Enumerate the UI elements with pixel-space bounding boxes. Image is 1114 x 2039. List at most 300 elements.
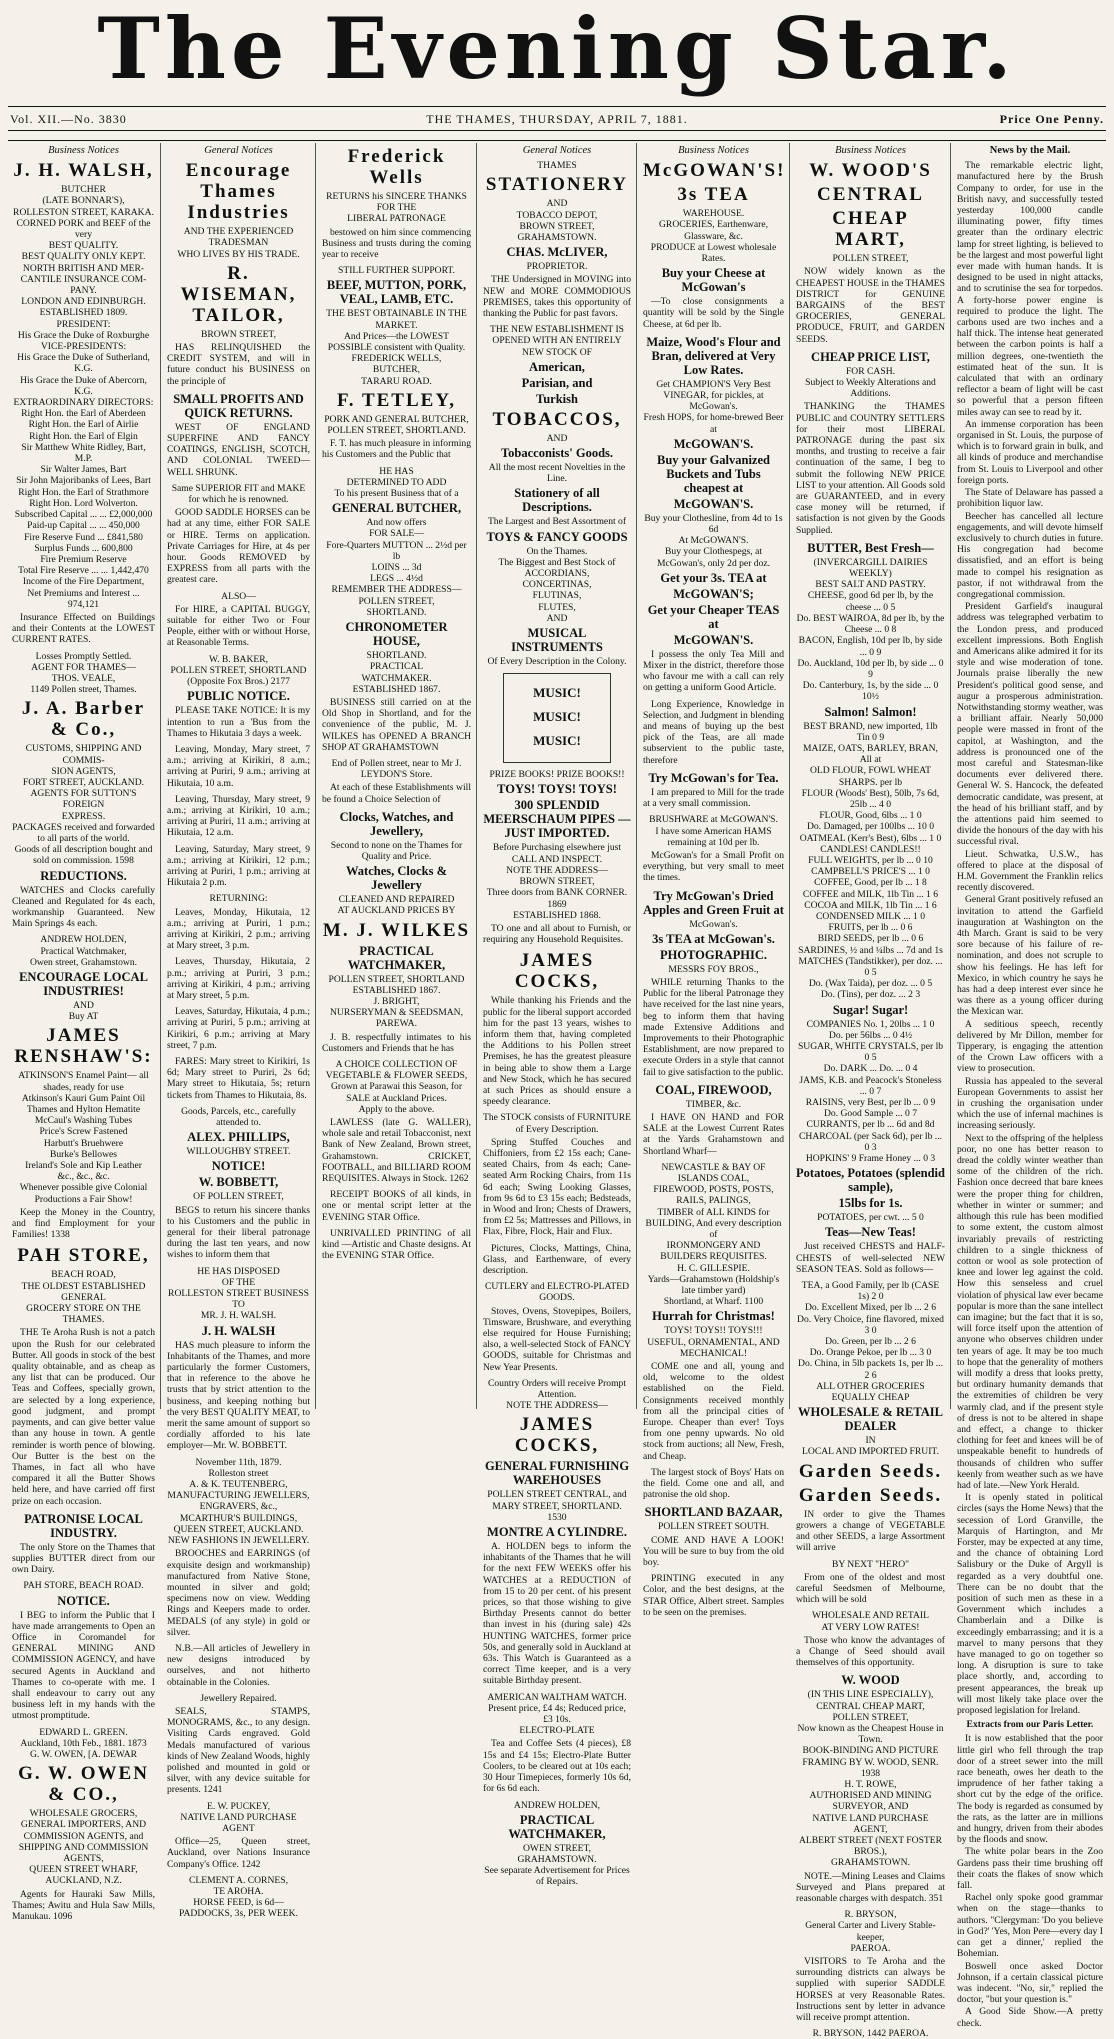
ad-line: CHARCOAL (per Sack 6d), per lb ... 0 3: [799, 1130, 942, 1153]
ad-line: EXPRESS.: [61, 810, 106, 822]
ad-line: ANDREW HOLDEN,: [40, 934, 127, 946]
ad-line: Fore-Quarters MUTTON ... 2½d per lb: [326, 539, 467, 562]
ad-line: McGOWAN'S;: [673, 586, 754, 601]
ad-line: W. WOOD: [841, 1673, 900, 1688]
ad-line: NATIVE LAND PURCHASE AGENT: [180, 1811, 297, 1834]
ad-line: AGENTS FOR SUTTON'S FOREIGN: [30, 788, 137, 811]
ad-line: R. BRYSON, 1442 PAEROA.: [812, 2028, 929, 2039]
news-paragraph: Boswell once asked Doctor Johnson, if a certain classical picture was indecent. "No, sir," replied the doctor, "but your question is.": [957, 1960, 1103, 2006]
ad-line: BROOCHES and EARRINGS (of exquisite design and workmanship) manufactured from Native Stone, mounted in silver and gold; specimens now on view. Wedding Rings and Keepers made to order. MEDALS (of any style) in gold or silver.: [167, 1548, 310, 1638]
ad-line: From one of the oldest and most careful Seedsmen of Melbourne, which will be sold: [796, 1571, 945, 1606]
ad-line: Do. Good Sample ... 0 7: [823, 1108, 917, 1120]
ad-line: WAREHOUSE.: [682, 208, 745, 220]
ad-line: ACCORDIANS,: [524, 568, 590, 580]
ad-line: MECHANICAL!: [679, 1347, 748, 1359]
dateline: [10, 110, 1104, 128]
ad-line: Do. Canterbury, 1s, by the side ... 0 10½: [802, 680, 939, 703]
ad-line: HE HAS: [379, 465, 414, 477]
ad-line: COME one and all, young and old, welcome to the oldest established on the Field. Consignments received monthly from all the principal cities of Europe. Cheaper than ever! Toys from one penny upwards. No old stock from auctions; all New, Fresh, and Cheap.: [643, 1361, 784, 1462]
ad-line: BEST QUALITY.: [48, 240, 119, 252]
ad-line: WEST OF ENGLAND SUPERFINE AND FANCY COATINGS, ENGLISH, SCOTCH, AND COLONIAL TWEED—WELL SHRUNK.: [167, 421, 310, 478]
ad-line: Goods, Parcels, etc., carefully attended to.: [181, 1105, 296, 1128]
ad-line: ALEX. PHILLIPS,: [187, 1130, 290, 1145]
ad-line: FLOUR, Good, 6lbs ... 1 0: [819, 810, 922, 822]
ad-line: Net Premiums and Interest ... 974,121: [27, 587, 140, 610]
ad-line: Long Experience, Knowledge in Selection, and Judgment in blending and means of buying up the best pick of the Teas, are all made subservient to the public taste, therefore: [643, 698, 784, 766]
ad-line: Jewellery Repaired.: [200, 1692, 277, 1704]
ad-line: Insurance Effected on Buildings and their Contents at the LOWEST CURRENT RATES.: [12, 611, 155, 646]
ad-line: I have some American HAMS remaining at 10d per lb.: [655, 825, 772, 848]
ad-line: NATIVE LAND PURCHASE AGENT,: [812, 1812, 929, 1835]
ad-line: FOR CASH.: [845, 365, 896, 377]
ad-line: SHORTLAND.: [366, 606, 427, 618]
ad-line: PROPRIETOR.: [526, 261, 588, 273]
ad-line: Grown at Parawai this Season, for SALE at Auckland Prices.: [330, 1081, 463, 1104]
ad-line: 15lbs for 1s.: [838, 1196, 903, 1211]
ad-line: ALL OTHER GROCERIES EQUALLY CHEAP: [816, 1380, 925, 1404]
ad-line: Potatoes, Potatoes (splendid sample),: [796, 1166, 945, 1195]
ad-line: (IN THIS LINE ESPECIALLY),: [807, 1689, 934, 1701]
ad-line: BEST BRAND, new imported, 1lb Tin 0 9: [803, 720, 938, 743]
ad-line: WHILE returning Thanks to the Public for the liberal Patronage they have received for the last nine years, beg to inform them that having made Extensive Additions and Improvements to their Photographic Establishment, are now prepared to execute Orders in a style that cannot fail to give satisfaction to the public.: [643, 976, 784, 1078]
ad-line: Try McGowan's for Tea.: [648, 770, 779, 785]
ad-line: BOOK-BINDING AND PICTURE FRAMING BY W. WOOD, SENR. 1938: [802, 1745, 939, 1779]
ad-line: BIRD SEEDS, per lb ... 0 6: [817, 933, 924, 945]
ad-line: On the Thames.: [526, 545, 588, 557]
ad-line: Clocks, Watches, and Jewellery,: [339, 809, 454, 838]
column-heading: Business Notices: [678, 145, 749, 156]
ad-line: COFFEE and MILK, 1lb Tin ... 1 6: [802, 888, 939, 900]
ad-line: Apply to the above.: [358, 1103, 435, 1115]
news-paragraph: Extracts from our Paris Letter.: [966, 1719, 1094, 1731]
ad-line: CUSTOMS, SHIPPING AND COMMIS-: [25, 743, 142, 766]
news-paragraph: President Garfield's inaugural address was telegraphed verbatim to the London press, and produced excellent impressions. Both English and Americans alike admired it for its style and wise moderation of tone. Journals praise liberally the new President's political good sense, and augur a prosperous administration. Notwithstanding stormy weather, was a brilliant affair. Nearly 50,000 people were massed in front of the capitol, at Washington, and the address is pronounced one of the most careful and Statesman-like documents ever delivered there. General W. S. Hancock, the defeated democratic candidate, was present, at the head of his brilliant staff, and by the attentions paid him seemed to divide the honours of the day with his successful rival.: [957, 601, 1103, 848]
ad-line: ALBERT STREET (NEXT FOSTER BROS.),: [798, 1834, 943, 1858]
ad-line: PAH STORE,: [17, 1245, 150, 1267]
ad-line: BACON, English, 10d per lb, by side ... 0 9: [798, 635, 943, 658]
ad-line: AGENT FOR THAMES—: [31, 661, 136, 673]
ad-line: STATIONERY: [485, 174, 629, 196]
ad-line: Do. per 56lbs ... 0 4½: [828, 1029, 913, 1041]
ad-line: NURSERYMAN & SEEDSMAN,: [329, 1007, 463, 1019]
ad-line: A CHOICE COLLECTION OF: [335, 1058, 458, 1070]
column-heading: Business Notices: [835, 145, 906, 156]
dateline-rule: [8, 130, 1106, 131]
ad-line: J. A. Barber & Co.,: [21, 698, 146, 741]
ad-line: COMMISSION AGENTS, and SHIPPING AND COMMISSION AGENTS,: [18, 1830, 149, 1864]
news-paragraph: Lieut. Schwatka, U.S.W., has offered to place at the disposal of H.M. Government the Franklin relics recently discovered.: [957, 848, 1103, 894]
ad-line: Leaves, Saturday, Hikutaia, 4 p.m.; arriving at Puriri, 5 p.m.; arriving at Kirikiri, 6 p.m.; arriving at Mary street, 7 p.m.: [167, 1006, 310, 1051]
ad-line: FLUTINAS,: [532, 590, 582, 602]
place-date: THE THAMES, THURSDAY, APRIL 7, 1881.: [426, 112, 688, 126]
ad-line: VICE-PRESIDENTS:: [40, 341, 127, 353]
ad-line: The Biggest and Best Stock of: [498, 556, 616, 568]
ad-line: CHRONOMETER HOUSE,: [345, 620, 448, 649]
ad-line: TOYS & FANCY GOODS: [486, 529, 628, 544]
ad-line: POLLEN STREET, SHORTLAND: [328, 973, 465, 985]
ad-line: TO one and all about to Furnish, or requiring any Household Requisites.: [483, 922, 631, 946]
ad-line: CHAS. McLIVER,: [506, 245, 608, 260]
ad-line: CENTRAL: [817, 184, 924, 206]
ad-line: THAMES: [537, 160, 577, 172]
column-6: [790, 143, 951, 2039]
ad-line: (LATE BONNAR'S),: [42, 195, 125, 207]
ad-line: Fire Reserve Fund ... £841,580: [24, 531, 143, 543]
ad-line: McGOWAN'S.: [673, 436, 754, 451]
ad-line: RETURNS his SINCERE THANKS FOR THE: [326, 191, 467, 214]
ad-line: Present price, £4 4s; Reduced price, £3 10s.: [488, 1702, 626, 1726]
ad-line: Do. DARK ... Do. ... 0 4: [823, 1063, 918, 1075]
news-paragraph: The white polar bears in the Zoo Gardens pass their time brushing off their coats the flakes of snow which fall.: [957, 1846, 1103, 1892]
ad-line: IRONMONGERY AND BUILDERS REQUISITES.: [660, 1240, 767, 1263]
ad-line: Practical Watchmaker,: [40, 945, 127, 957]
ad-line: The only Store on the Thames that supplies BUTTER direct from our own Dairy.: [12, 1541, 155, 1576]
news-paragraph: Rachel only spoke good grammar when on the stage—thanks to authors. "Clergyman: 'Do you believe in God?' 'Yes, Mon Pere—every day I can get a dinner,' replied the Bohemian.: [957, 1892, 1103, 1960]
ad-line: Paid-up Capital ... ... 450,000: [27, 520, 140, 532]
ad-line: PRESIDENT:: [56, 318, 111, 330]
ad-line: EDWARD L. GREEN.: [39, 1726, 128, 1738]
ad-line: Do. Very Choice, fine flavored, mixed 3 0: [797, 1313, 944, 1336]
ad-line: I HAVE ON HAND and FOR SALE at the Lowest Current Rates at the Yards Grahamstown and Shortland Wharf—: [643, 1111, 784, 1157]
ad-line: PRACTICAL WATCHMAKER,: [508, 1812, 606, 1841]
ad-line: Sir Matthew White Ridley, Bart, M.P.: [21, 441, 146, 465]
ad-line: Teas—New Teas!: [825, 1225, 916, 1240]
news-paragraph: A Good Side Show.—A pretty check.: [957, 2006, 1103, 2029]
column-3: [316, 143, 477, 1409]
ad-line: Frederick Wells: [347, 146, 446, 188]
ad-line: AUCKLAND, N.Z.: [45, 1875, 122, 1887]
ad-line: NOTE THE ADDRESS—: [506, 864, 608, 876]
ad-line: OATMEAL (Kerr's Best), 6lbs ... 1 0: [799, 832, 942, 844]
ad-line: PRINTING executed in any Color, and the best designs, at the STAR Office, Albert street. Samples to be seen on the premises.: [643, 1573, 784, 1618]
ad-line: BEST SALT AND PASTRY.: [815, 579, 926, 591]
ad-line: PAH STORE, BEACH ROAD.: [23, 1580, 144, 1592]
ad-line: To his present Business that of a: [334, 488, 459, 500]
ad-line: Sir Walter James, Bart: [40, 464, 127, 476]
ad-line: RECEIPT BOOKS of all kinds, in one or mental script letter at the EVENING STAR Office.: [322, 1189, 471, 1223]
ad-line: FLOUR (Woods' Best), 50lb, 7s 6d, 25lb ... 4 0: [801, 787, 940, 810]
ad-line: SEALS, STAMPS, MONOGRAMS, &c., to any design. Visiting Cards engraved. Gold Medals manufactured of various kinds of New Zealand Woods, highly polished and mounted in gold or silver, with any device suitable for presents. 1241: [167, 1705, 310, 1796]
ad-line: PHOTOGRAPHIC.: [659, 947, 768, 962]
ad-line: Garden Seeds.: [798, 1460, 943, 1482]
column-divider: [636, 143, 637, 1409]
ad-line: UNRIVALLED PRINTING of all kind —Artistic and Chaste designs. At the EVENING STAR Office.: [322, 1227, 471, 1262]
ad-line: All the most recent Novelties in the Line.: [488, 462, 626, 485]
ad-line: TOBACCOS,: [492, 408, 622, 430]
ad-line: MR. J. H. WALSH.: [200, 1310, 277, 1322]
ad-line: And Prices—the LOWEST POSSIBLE consistent with Quality.: [327, 330, 466, 354]
ad-line: AND: [546, 432, 568, 444]
ad-line: CENTRAL CHEAP MART,: [816, 1700, 925, 1712]
ad-line: TO: [232, 1299, 245, 1311]
ad-line: Those who know the advantages of a Change of Seed should avail themselves of this opportunity.: [796, 1634, 945, 1669]
ad-line: Auckland, 10th Feb., 1881. 1873: [20, 1737, 147, 1749]
ad-line: Country Orders will receive Prompt Attention.: [487, 1377, 626, 1401]
ad-line: BROWN STREET,: [519, 876, 595, 888]
ad-line: Leaving, Thursday, Mary street, 9 a.m.; arriving at Kirikiri, 10 a.m.; arriving at Puriri, 11 a.m.; arriving at Hikutaia, 12 a.m.: [167, 793, 310, 839]
ad-line: SUGAR, WHITE CRYSTALS, per lb 0 5: [797, 1041, 944, 1064]
ad-line: GROCERY STORE ON THE THAMES.: [26, 1303, 141, 1326]
ad-line: Same SUPERIOR FIT and MAKE for which he is renowned.: [171, 482, 306, 506]
ad-line: Shortland, at Wharf. 1100: [663, 1296, 764, 1308]
ad-line: SARDINES, ½ and ¼lbs ... 7d and 1s: [798, 944, 943, 956]
ad-line: Sir John Majoribanks of Lees, Bart: [16, 475, 151, 487]
ad-line: ATKINSON'S Enamel Paint— all shades, ready for use: [18, 1070, 149, 1093]
ad-line: MAIZE, OATS, BARLEY, BRAN, All at: [803, 742, 938, 766]
ad-line: USEFUL, ORNAMENTAL, AND: [647, 1336, 780, 1348]
ad-line: AUTHORISED AND MINING SURVEYOR, AND: [809, 1790, 932, 1813]
ad-line: Get CHAMPION'S Very Best VINEGAR, for pickles, at McGowan's.: [656, 378, 771, 413]
ad-line: CAMPBELL'S PRICE'S ... 1 0: [811, 866, 930, 878]
ad-line: See separate Advertisement for Prices of Repairs.: [484, 1865, 630, 1888]
ad-line: Stationery of all Descriptions.: [514, 486, 600, 515]
ad-line: Sugar! Sugar!: [832, 1002, 909, 1017]
ad-line: CONCERTINAS,: [522, 579, 592, 591]
ad-line: NEW FASHIONS IN JEWELLERY.: [167, 1535, 310, 1547]
news-paragraph: Beecher has cancelled all lecture engagements, and will devote himself exclusively to church duties in future. His congregation had become dissatisfied, and an effort is being made to compel his resignation as pastor, if not withdrawal from the congregational commission.: [957, 510, 1103, 600]
ad-line: A. HOLDEN begs to inform the inhabitants of the Thames that he will for the next FEW WEEKS offer his WATCHES at a REDUCTION of from 15 to 20 per cent. of his present prices, so that those wishing to give Birthday Presents cannot do better than invest in his (during sale) 42s HUNTING WATCHES, former price 50s, and generally sold in Auckland at 63s. This Watch is Guaranteed as a correct Time keeper, and is a very suitable Birthday present.: [483, 1541, 631, 1687]
ad-line: NOTE THE ADDRESS—: [506, 1400, 608, 1412]
ad-line: FREDERICK WELLS,: [351, 353, 442, 365]
ad-line: ROLLESTON STREET, KARAKA.: [13, 206, 154, 218]
ad-line: BUTTER, Best Fresh—: [807, 540, 934, 555]
ad-line: NOW widely known as the CHEAPEST HOUSE in the THAMES DISTRICT for GENUINE BARGAINS of the BEST GROCERIES, GENERAL PRODUCE, FRUIT, and GARDEN SEEDS.: [796, 266, 945, 345]
ad-line: Get your Cheaper TEAS at: [647, 602, 780, 631]
ad-line: Leaving, Monday, Mary street, 7 a.m.; arriving at Kirikiri, 8 a.m.; arriving at Puriri, 9 a.m.; arriving at Hikutaia, 10 a.m.: [167, 743, 310, 789]
ad-line: NOTE.—Mining Leases and Claims Surveyed and Plans prepared at reasonable charges with despatch. 351: [796, 1870, 945, 1904]
ad-line: F. T. has much pleasure in informing his Customers and the Public that: [322, 438, 471, 461]
ad-line: NEWCASTLE & BAY OF ISLANDS COAL,: [661, 1161, 766, 1184]
ad-line: PLEASE TAKE NOTICE: It is my intention to run a 'Bus from the Thames to Hikutaia 3 days a week.: [167, 705, 310, 739]
ad-line: LAWLESS (late G. WALLER), whole sale and retail Tobacconist, next Bank of New Zealand, Brown street, Grahamstown. CRICKET, FOOTBALL, and BILLIARD ROOM REQUISITES. Always in Stock. 1262: [322, 1116, 471, 1184]
ad-line: American,: [529, 359, 585, 374]
ad-line: CURRANTS, per lb ... 6d and 8d: [806, 1119, 935, 1131]
ad-line: Buy AT: [68, 1011, 99, 1023]
ad-line: Parisian, and: [521, 375, 593, 390]
column-heading: General Notices: [522, 145, 592, 156]
ad-line: H. C. GILLESPIE.: [677, 1262, 750, 1274]
ad-line: BROWN STREET, GRAHAMSTOWN.: [517, 220, 597, 244]
ad-line: Income of the Fire Department,: [22, 576, 145, 588]
music-banner: [503, 673, 611, 763]
ad-line: November 11th, 1879.: [195, 1456, 282, 1468]
ad-line: PANY.: [70, 285, 97, 297]
ad-line: CHEAP MART,: [832, 208, 909, 251]
ad-line: I possess the only Tea Mill and Mixer in the district, therefore those who favour me with a call can rely on getting a uniform Good Article.: [643, 648, 784, 694]
ad-line: BUTCHER,: [372, 364, 421, 376]
ad-line: E. W. PUCKEY,: [207, 1800, 270, 1812]
ad-line: Right Hon. Lord Wolverton.: [29, 497, 138, 509]
ad-line: Goods of all description bought and sold on commission. 1598: [14, 844, 153, 867]
ad-line: Total Fire Reserve ... ... 1,442,470: [18, 565, 149, 577]
ad-line: MESSRS FOY BROS.,: [668, 963, 759, 975]
ad-line: The Largest and Best Assortment of: [487, 516, 627, 528]
ad-line: His Grace the Duke of Sutherland, K.G.: [17, 352, 150, 375]
ad-line: McCaul's Washing Tubes: [34, 1115, 133, 1127]
ad-line: BEST QUALITY ONLY KEPT.: [21, 251, 146, 263]
column-4: [477, 143, 637, 1888]
ad-line: CANDLES! CANDLES!!: [820, 843, 921, 855]
ad-line: Try McGowan's Dried Apples and Green Fruit at: [643, 888, 784, 917]
top-rule: [8, 106, 1106, 107]
ad-line: CLEMENT A. CORNES,: [189, 1874, 288, 1886]
ad-line: CANTILE INSURANCE COM-: [20, 273, 147, 285]
ad-line: ENCOURAGE LOCAL INDUSTRIES!: [19, 970, 148, 998]
column-divider: [160, 143, 161, 1409]
ad-line: BEACH ROAD,: [51, 1269, 116, 1281]
ad-line: EXTRAORDINARY DIRECTORS:: [13, 397, 154, 409]
ad-line: Second to none on the Thames for Quality and Price.: [330, 839, 463, 862]
ad-line: (INVERCARGILL DAIRIES WEEKLY): [813, 556, 928, 580]
ad-line: J. BRIGHT,: [373, 995, 420, 1007]
ad-line: WATCHES and Clocks carefully Cleaned and Regulated for 4s each, workmanship Guaranteed. New Main Springs 4s each.: [12, 884, 155, 930]
ad-line: FRUITS, per lb ... 0 6: [828, 922, 913, 934]
ad-line: W. B. BAKER,: [208, 653, 269, 665]
ad-line: FARES: Mary street to Kirikiri, 1s 6d; Mary street to Puriri, 2s 6d; Mary street to Hikutaia, 5s; return tickets from Thames to Hikutaia, 8s.: [167, 1055, 310, 1101]
ad-line: TE AROHA.: [213, 1885, 264, 1897]
ad-line: BUSINESS still carried on at the Old Shop in Shortland, and for the convenience of the public, M. J. WILKES has OPENED A BRANCH SHOP AT GRAHAMSTOWN: [322, 696, 471, 753]
ad-line: THE BEST OBTAINABLE IN THE MARKET.: [326, 308, 467, 331]
ad-line: Garden Seeds.: [798, 1484, 943, 1506]
ad-line: FOR SALE—: [369, 528, 424, 540]
ad-line: A. & K. TEUTENBERG,: [189, 1479, 288, 1491]
ad-line: RETURNING:: [209, 893, 268, 905]
ad-line: bestowed on him since commencing Business and trusts during the coming year to receive: [322, 226, 471, 261]
ad-line: PRODUCE at Lowest wholesale Rates.: [650, 241, 777, 265]
ad-line: McGOWAN'S!: [643, 160, 786, 182]
ad-line: THE OLDEST ESTABLISHED GENERAL: [21, 1280, 146, 1303]
ad-line: REMEMBER THE ADDRESS—: [331, 584, 462, 596]
ad-line: MUSICAL INSTRUMENTS: [511, 626, 603, 655]
ad-line: McGOWAN'S.: [673, 496, 754, 511]
ad-line: Losses Promptly Settled.: [35, 650, 132, 662]
ad-line: Three doors from BANK CORNER. 1869: [486, 887, 628, 910]
ad-line: MUSIC!: [533, 685, 581, 701]
ad-line: CHEAP PRICE LIST,: [811, 349, 930, 364]
column-divider: [950, 143, 951, 1409]
ad-line: BUTCHER: [61, 184, 106, 196]
ad-line: GENERAL FURNISHING WAREHOUSES: [484, 1459, 630, 1488]
ad-line: POLLEN STREET CENTRAL, and MARY STREET, SHORTLAND. 1530: [487, 1489, 627, 1523]
ad-line: BY NEXT "HERO": [831, 1558, 910, 1570]
ad-line: ESTABLISHED 1867.: [352, 683, 441, 695]
ad-line: PRIZE BOOKS! PRIZE BOOKS!!: [489, 769, 625, 781]
ad-line: TOYS! TOYS! TOYS!: [497, 782, 617, 797]
ad-line: HAS much pleasure to inform the Inhabitants of the Thames, and more particularly the former Customers, that in reference to the above he trusts that by strict attention to the business, and keeping nothing but the very BEST QUALITY MEAT, to merit the same amount of support so cordially afforded to his late employer—Mr. W. BOBBETT.: [167, 1339, 310, 1452]
ad-line: POLLEN STREET,: [832, 1711, 909, 1723]
ad-line: Leaving, Saturday, Mary street, 9 a.m.; arriving at Kirikiri, 12 p.m.; arriving at Puriri, 1 p.m.; arriving at Hikutaia 2 p.m.: [167, 843, 310, 889]
ad-line: BEEF, MUTTON, PORK, VEAL, LAMB, ETC.: [326, 278, 467, 307]
ad-line: POLLEN STREET,: [832, 253, 909, 265]
ad-line: G. W. OWEN & CO.,: [18, 1763, 149, 1806]
ad-line: Spring Stuffed Couches and Chiffoniers, from £2 15s each; Cane-seated Chairs, from 4s each; Cane-seated Arm Rocking Chairs, from 11s 6d each; Swing Looking Glasses, from 9s 6d to £3 15s each; Bedsteads, in Wood and Iron; Chests of Drawers, from £2 5s; Mattresses and Pillows, in Flax, Fibre, Flock, Hair and Flux.: [483, 1136, 631, 1238]
ad-line: And now offers: [366, 517, 427, 529]
ad-line: QUEEN STREET WHARF,: [29, 1864, 138, 1876]
ad-line: Price's Screw Fastened: [39, 1126, 128, 1138]
ad-line: General Carter and Livery Stable-keeper,: [805, 1920, 936, 1943]
ad-line: MUSIC!: [533, 709, 581, 725]
ad-line: Rolleston street: [208, 1467, 269, 1479]
ad-line: AT VERY LOW RATES!: [821, 1621, 920, 1633]
ad-line: CHEESE, good 6d per lb, by the cheese ... 0 5: [807, 590, 934, 613]
columns-top-rule: [8, 140, 1106, 141]
ad-line: LEGS ... 4½d: [370, 573, 423, 585]
news-paragraph: Next to the offspring of the helpless poor, no one has better reason to dread the coldly winter weather than some of the children of the rich. Fashion once decreed that bare knees were the proper thing for children, whether in winter or summer; and although this rule has been modified to some extent, the custom almost invariably prevails of restricting children to a single thickness of cotton or wool as sole protection of knee and lower leg against the cold. How this senseless and cruel violation of physical law ever became popular is more than the sane intellect can imagine; but the fact that it is so, will force itself upon the attention of anyone who observes children under ten years of age. It may be too much to hope that the generality of mothers will modify a dress that looks pretty, but ordinary humanity demands that the extremities of children be very warmly clad, and if the present style of dress is not to be altered in shape and effect, a change to thicker clothing for feet and knees will be of unspeakable benefit to hundreds of thousands of children who suffer keenly from weather such as we have had of late.—New York Herald.: [957, 1132, 1103, 1491]
ad-line: Ireland's Sole and Kip Leather: [25, 1160, 142, 1172]
ad-line: BEGS to return his sincere thanks to his Customers and the public in general for their liberal patronage during the last ten years, and now wishes to inform them that: [167, 1204, 310, 1261]
ad-line: R. WISEMAN, TAILOR,: [180, 262, 297, 326]
ad-line: Harbutt's Bruehwere: [43, 1137, 124, 1149]
ad-line: ANDREW HOLDEN,: [513, 1799, 601, 1811]
ad-line: Subscribed Capital ... ... £2,000,000: [14, 509, 153, 521]
column-divider: [476, 143, 477, 1409]
ad-line: SMALL PROFITS AND QUICK RETURNS.: [173, 391, 304, 420]
ad-line: SHORTLAND BAZAAR,: [644, 1505, 783, 1520]
ad-line: —To close consignments a quantity will be sold by the Single Cheese, at 6d per lb.: [643, 296, 784, 330]
ad-line: Keep the Money in the Country, and find Employment for your Families! 1338: [12, 1206, 155, 1241]
ad-line: ROLLESTON STREET BUSINESS: [168, 1288, 309, 1300]
ad-line: IN: [865, 1435, 876, 1447]
ad-line: ESTABLISHED 1867.: [352, 984, 441, 996]
ad-line: OLD FLOUR, FOWL WHEAT: [810, 765, 931, 777]
ad-line: Do. BEST WAIROA, 8d per lb, by the Cheese ... 0 8: [796, 612, 945, 636]
column-heading: General Notices: [204, 145, 273, 156]
ad-line: HAS RELINQUISHED the CREDIT SYSTEM, and will in future conduct his BUSINESS on the principle of: [167, 342, 310, 387]
ad-line: PACKAGES received and forwarded to all parts of the world.: [12, 821, 155, 844]
column-7: [951, 143, 1109, 2029]
ad-line: OPENED WITH AN ENTIRELY NEW STOCK OF: [492, 335, 622, 358]
ad-line: Get your 3s. TEA at: [660, 570, 767, 585]
ad-line: H. T. ROWE,: [844, 1778, 897, 1790]
ad-line: W. WOOD'S: [809, 160, 932, 182]
ad-line: JAMS, K.B. and Peacock's Stoneless ... 0 7: [799, 1074, 942, 1097]
ad-line: Encourage Thames Industries: [185, 160, 292, 224]
column-1: [6, 143, 161, 1922]
ad-line: F. TETLEY,: [336, 389, 457, 411]
column-heading: News by the Mail.: [989, 145, 1071, 156]
ad-line: WHOLESALE GROCERS, GENERAL IMPORTERS, AND: [20, 1808, 147, 1831]
ad-line: Whenever possible give Colonial Productions a Fair Show!: [19, 1182, 148, 1205]
ad-line: 1149 Pollen street, Thames.: [30, 684, 137, 696]
column-divider: [789, 143, 790, 1409]
ad-line: Do. China, in 5lb packets 1s, per lb ... 2 6: [798, 1358, 943, 1381]
ad-line: Owen street, Grahamstown.: [29, 956, 138, 968]
ad-line: PUBLIC NOTICE.: [187, 689, 290, 704]
ad-line: COFFEE, Good, per lb ... 1 8: [814, 877, 927, 889]
ad-line: LOCAL AND IMPORTED FRUIT.: [802, 1446, 939, 1458]
ad-line: Leaves, Thursday, Hikutaia, 2 p.m.; arriving at Puriri, 3 p.m.; arriving at Kirikiri, 4 p.m.; arriving at Mary street, 5 p.m.: [167, 956, 310, 1001]
ad-line: Yards—Grahamstown (Holdship's late timber yard): [647, 1273, 780, 1296]
ad-line: HOPKINS' 9 Frame Honey ... 0 3: [805, 1153, 936, 1165]
ad-line: Right Hon. the Earl of Airlie: [28, 419, 139, 431]
ad-line: WHOLESALE AND RETAIL: [811, 1610, 929, 1622]
ad-line: J. B. respectfully intimates to his Customers and Friends that he has: [322, 1031, 471, 1054]
ad-line: While thanking his Friends and the public for the liberal support accorded him for the past 13 years, wishes to inform them that, having completed the Additions to his Pollen street Premises, he has the greatest pleasure in being able to show them a Large and New Stock, which he has secured at such Prices as should ensure a speedy clearance.: [483, 995, 631, 1108]
ad-line: DETERMINED TO ADD: [346, 476, 447, 488]
ad-line: Maize, Wood's Flour and Bran, delivered at Very Low Rates.: [646, 334, 781, 377]
ad-line: Buy your Clothesline, from 4d to 1s 6d: [644, 512, 783, 536]
ad-line: FULL WEIGHTS, per lb ... 0 10: [808, 854, 933, 866]
ad-line: JAMES RENSHAW'S:: [14, 1025, 153, 1068]
ad-line: At McGOWAN'S.: [678, 535, 749, 547]
ad-line: THANKING the THAMES PUBLIC and COUNTRY SETTLERS for their most LIBERAL PATRONAGE during the past six months, and trusting to receive a fair continuation of the same, I beg to submit the following NEW PRICE LIST to your attention. All Goods sold are GUARANTEED, and in every case money will be returned, if satisfaction is not given by the Goods Supplied.: [796, 401, 945, 536]
column-heading: Business Notices: [48, 145, 119, 156]
ad-line: AMERICAN WALTHAM WATCH.: [487, 1691, 627, 1703]
ad-line: ESTABLISHED 1868.: [513, 909, 601, 921]
ad-line: Before Purchasing elsewhere just CALL AND INSPECT.: [492, 842, 622, 865]
ad-line: Leaves, Monday, Hikutaia, 12 a.m.; arriving at Puriri, 1 p.m.; arriving at Kirikiri, 2 p.m.; arriving at Mary street, 3 p.m.: [167, 906, 310, 952]
ad-line: Do. Orange Pekoe, per lb ... 3 0: [809, 1347, 932, 1359]
